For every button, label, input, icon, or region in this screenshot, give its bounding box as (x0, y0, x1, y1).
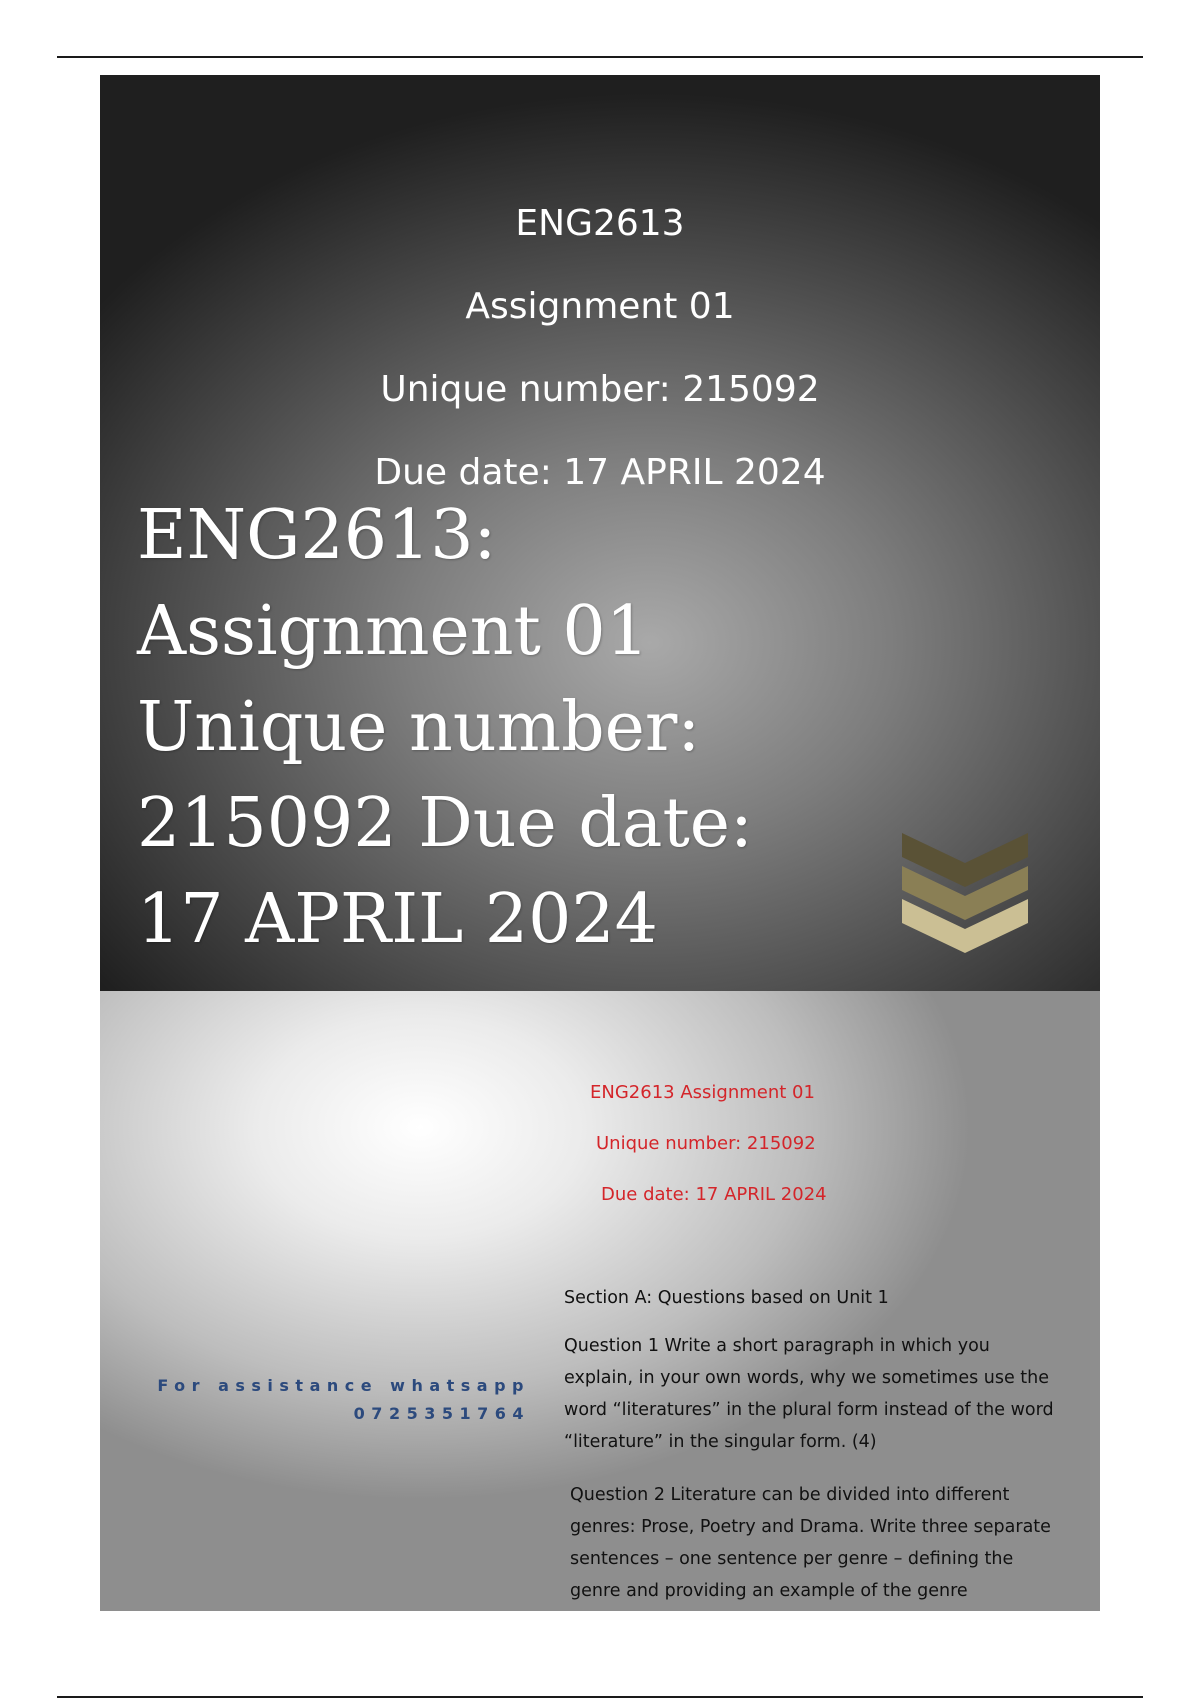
question-2: Question 2 Literature can be divided into different genres: Prose, Poetry and Drama. Write three separate sentences – one sentence per genre – defining the genre and providing an example of the genre (570, 1485, 1051, 1601)
cover-assignment: Assignment 01 (465, 286, 735, 327)
header-assignment: ENG2613 Assignment 01 (590, 1082, 815, 1103)
question-1: Question 1 Write a short paragraph in which you explain, in your own words, why we sometimes use the word “literatures” in the plural form instead of the word “literature” in the singular form. (4) (564, 1336, 1054, 1452)
assistance-phone: 0725351764 (353, 1404, 530, 1423)
header-due-date: Due date: 17 APRIL 2024 (601, 1184, 827, 1205)
section-title: Section A: Questions based on Unit 1 (564, 1288, 889, 1308)
header-unique-number: Unique number: 215092 (596, 1133, 816, 1154)
assistance-text: For assistance whatsapp (157, 1376, 530, 1395)
cover-unique-number: Unique number: 215092 (380, 369, 820, 410)
cover-title: ENG2613: Assignment 01 Unique number: 215092 Due date: 17 APRIL 2024 (137, 496, 753, 959)
cover-due-date: Due date: 17 APRIL 2024 (374, 452, 826, 493)
cover-image (100, 75, 1100, 991)
chevron-icon (902, 833, 1028, 953)
cover-course-code: ENG2613 (515, 203, 685, 244)
document-page (100, 991, 1100, 1611)
top-rule (57, 56, 1143, 58)
bottom-rule (57, 1696, 1143, 1698)
